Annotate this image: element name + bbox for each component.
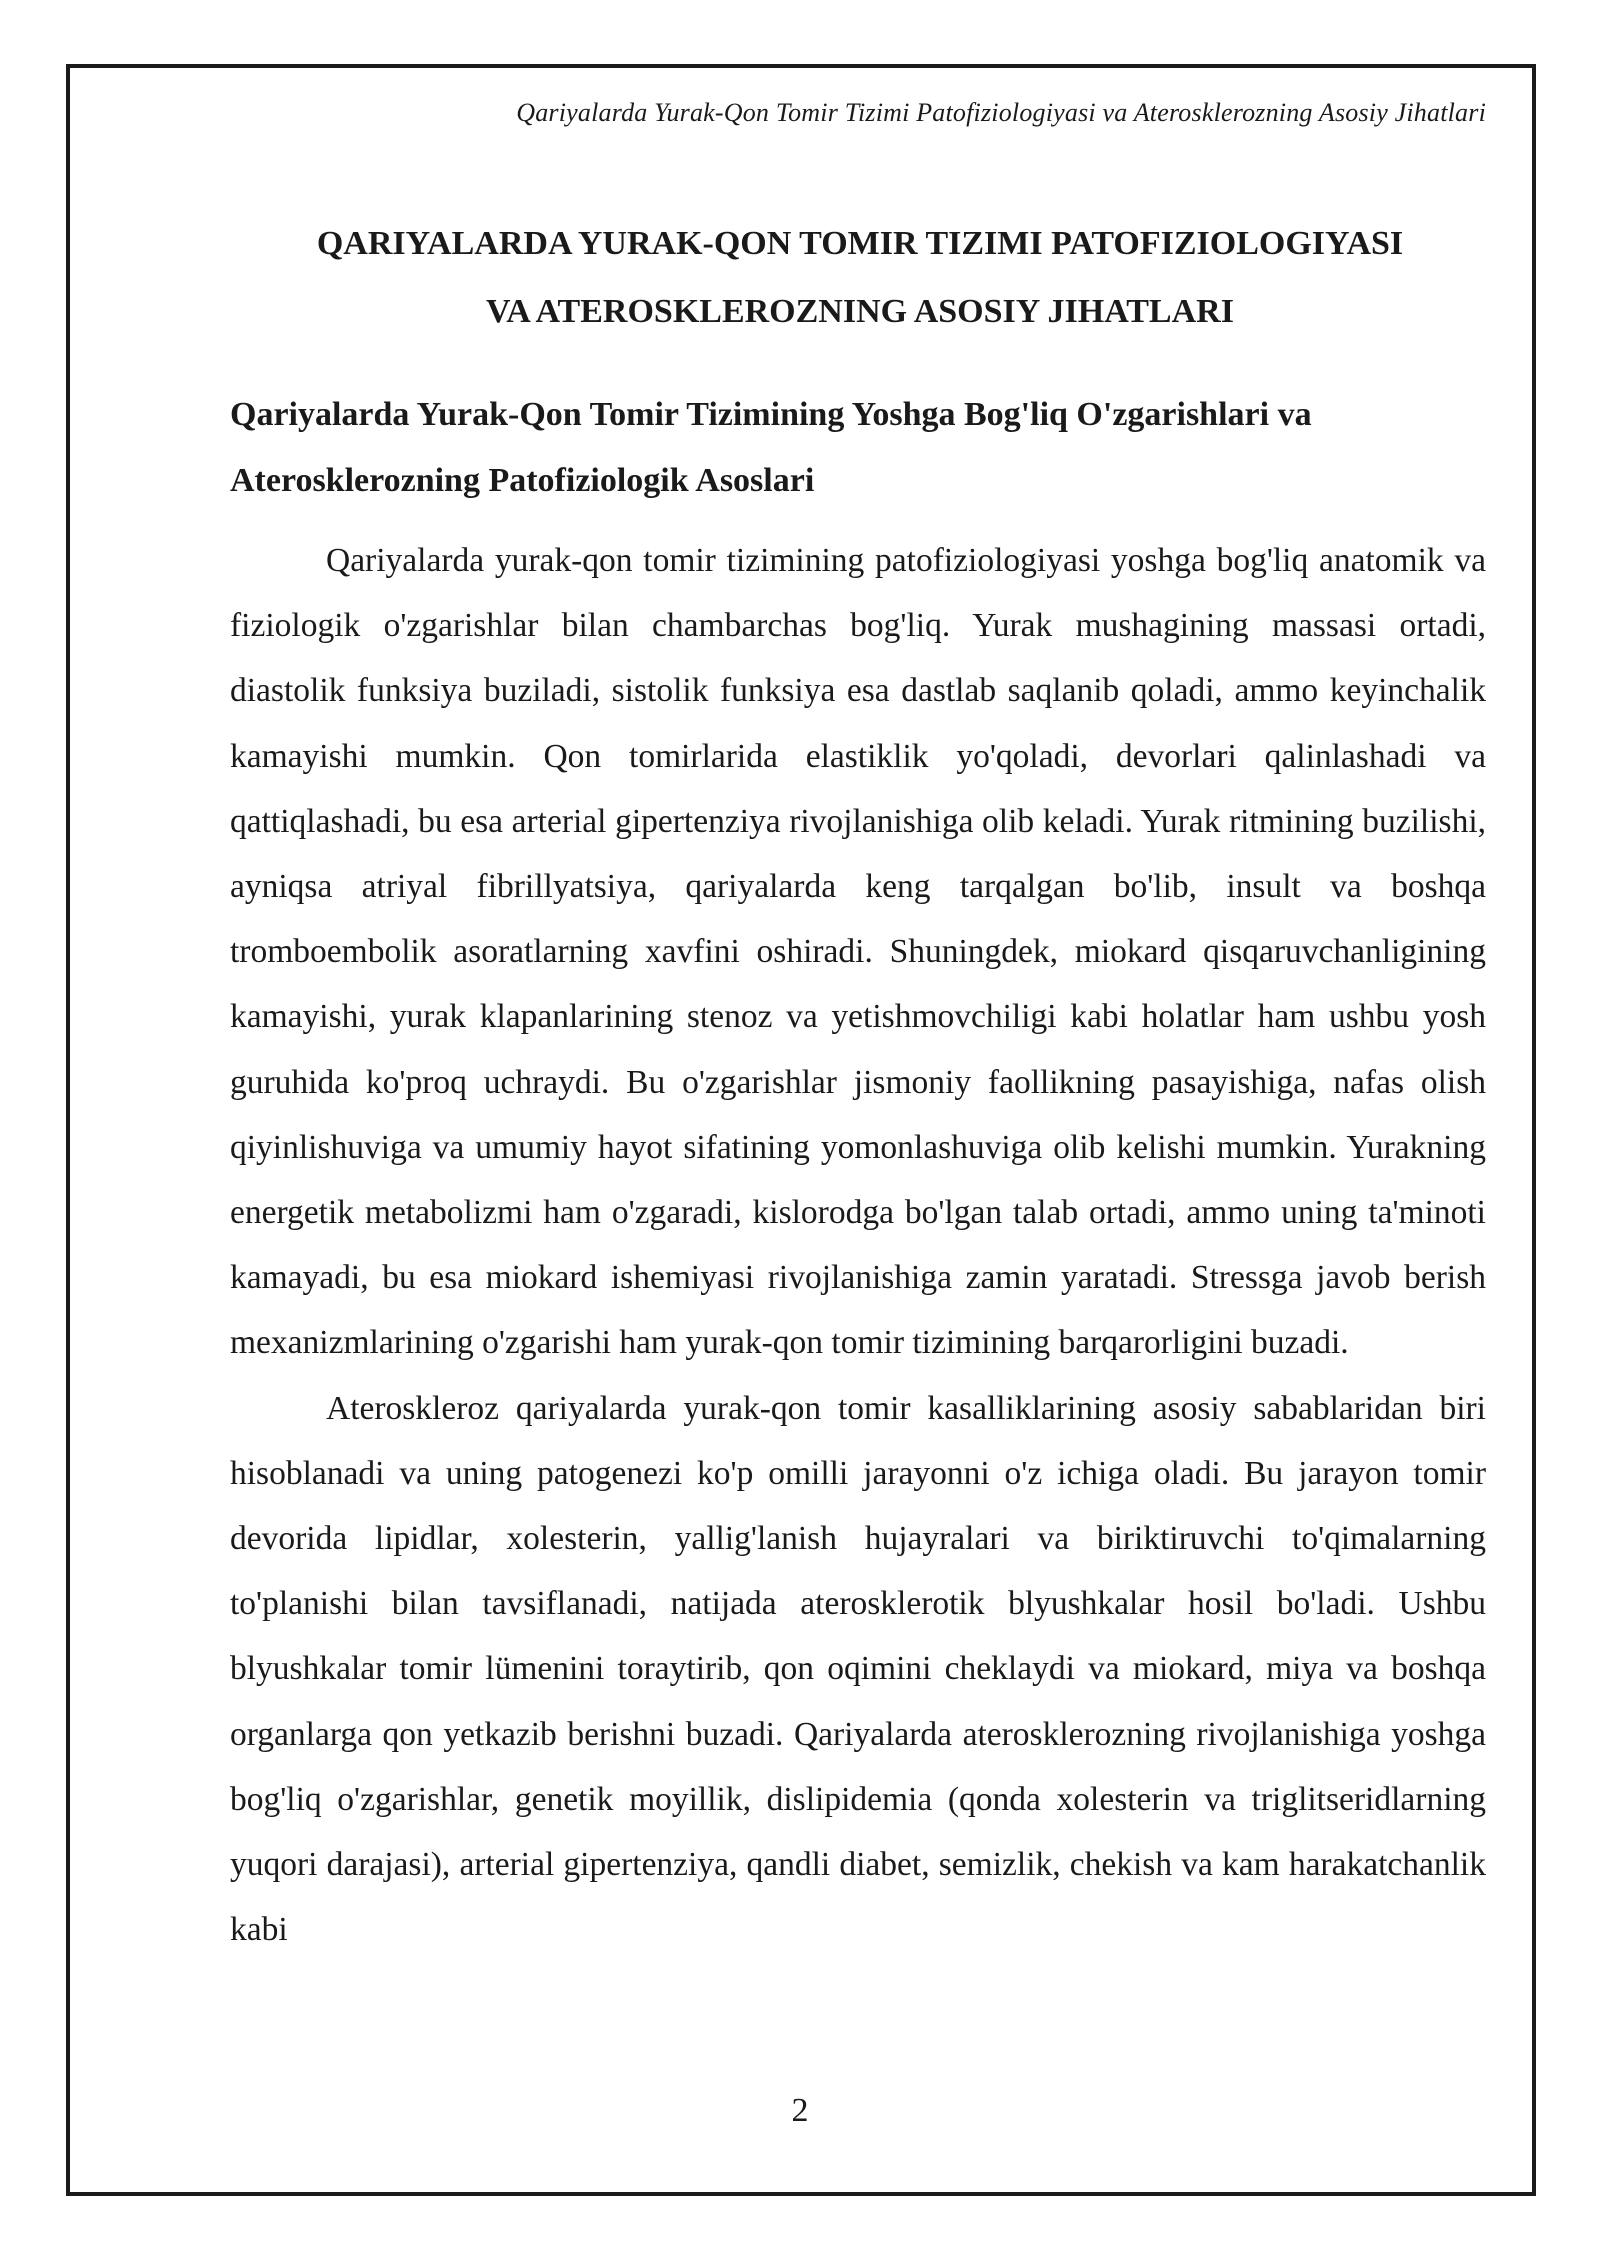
- body-text: [230, 528, 1486, 1962]
- body-paragraph-2: Ateroskleroz qariyalarda yurak-qon tomir kasalliklarining asosiy sabablaridan biri hisoblanadi va uning patogenezi ko'p omilli jarayonni o'z ichiga oladi. Bu jarayon tomir devorida lipidlar, xolesterin, yallig'lanish hujayralari va biriktiruvchi to'qimalarning to'planishi bilan tavsiflanadi, natijada aterosklerotik blyushkalar hosil bo'ladi. Ushbu blyushkalar tomir lümenini toraytirib, qon oqimini cheklaydi va miokard, miya va boshqa organlarga qon yetkazib berishni buzadi. Qariyalarda aterosklerozning rivojlanishiga yoshga bog'liq o'zgarishlar, genetik moyillik, dislipidemia (qonda xolesterin va triglitseridlarning yuqori darajasi), arterial gipertenziya, qandli diabet, semizlik, chekish va kam harakatchanlik kabi: [230, 1389, 1486, 1949]
- page-number: 2: [791, 2092, 809, 2129]
- document-title-line-2: VA ATEROSKLEROZNING ASOSIY JIHATLARI: [486, 293, 1234, 330]
- section-heading: Qariyalarda Yurak-Qon Tomir Tizimining Yoshga Bog'liq O'zgarishlari va Aterosklerozning Patofiziologik Asoslari: [230, 396, 1312, 499]
- body-paragraph-1: Qariyalarda yurak-qon tomir tizimining patofiziologiyasi yoshga bog'liq anatomik va fiziologik o'zgarishlar bilan chambarchas bog'liq. Yurak mushagining massasi ortadi, diastolik funksiya buziladi, sistolik funksiya esa dastlab saqlanib qoladi, ammo keyinchalik kamayishi mumkin. Qon tomirlarida elastiklik yo'qoladi, devorlari qalinlashadi va qattiqlashadi, bu esa arterial gipertenziya rivojlanishiga olib keladi. Yurak ritmining buzilishi, ayniqsa atriyal fibrillyatsiya, qariyalarda keng tarqalgan bo'lib, insult va boshqa tromboembolik asoratlarning xavfini oshiradi. Shuningdek, miokard qisqaruvchanligining kamayishi, yurak klapanlarining stenoz va yetishmovchiligi kabi holatlar ham ushbu yosh guruhida ko'proq uchraydi. Bu o'zgarishlar jismoniy faollikning pasayishiga, nafas olish qiyinlishuviga va umumiy hayot sifatining yomonlashuviga olib kelishi mumkin. Yurakning energetik metabolizmi ham o'zgaradi, kislorodga bo'lgan talab ortadi, ammo uning ta'minoti kamayadi, bu esa miokard ishemiyasi rivojlanishiga zamin yaratadi. Stressga javob berish mexanizmlarining o'zgarishi ham yurak-qon tomir tizimining barqarorligini buzadi.: [230, 542, 1486, 1362]
- document-title-line-1: QARIYALARDA YURAK-QON TOMIR TIZIMI PATOFIZIOLOGIYASI: [316, 225, 1404, 262]
- document-title: [230, 210, 1490, 346]
- running-header: Qariyalarda Yurak-Qon Tomir Tizimi Patofiziologiyasi va Aterosklerozning Asosiy Jihatlari: [516, 98, 1486, 127]
